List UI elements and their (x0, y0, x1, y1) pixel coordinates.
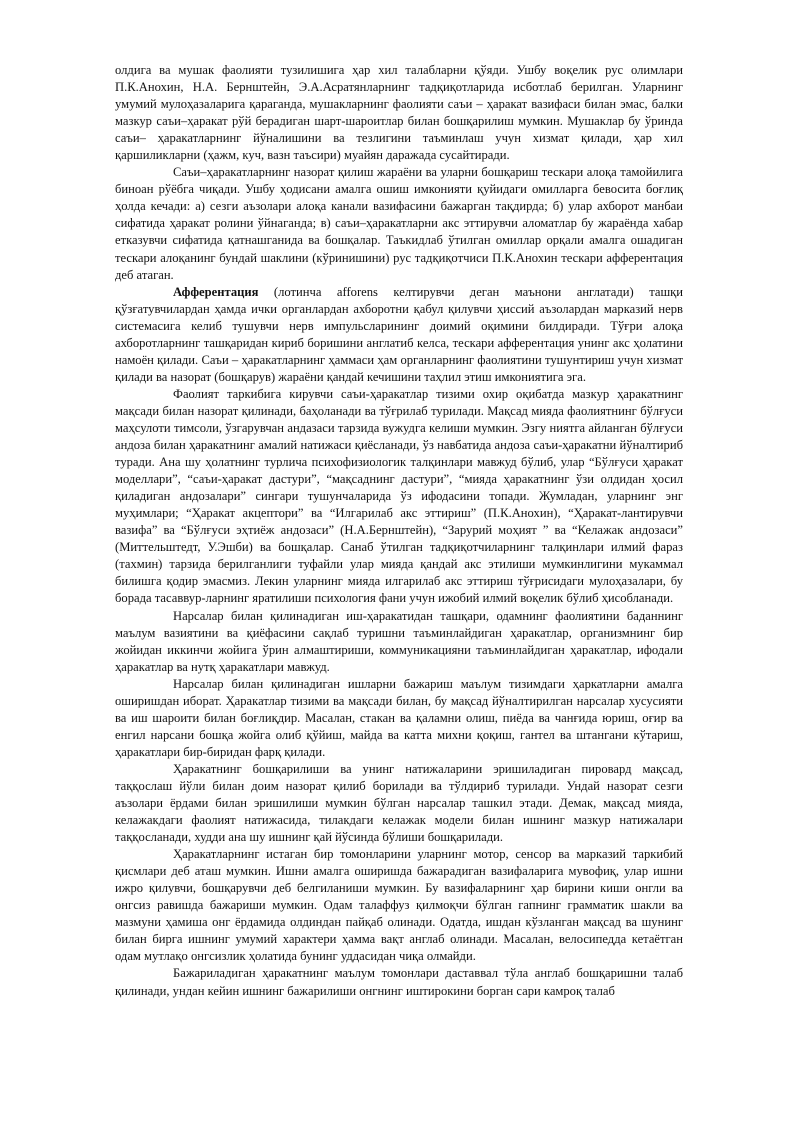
paragraph-8: Ҳаракатларнинг истаган бир томонларини уларнинг мотор, сенсор ва марказий таркибий қисмлари деб аташ мумкин. Ишни амалга оширишда бажарадиган вазифаларига мувофиқ, улар ишни ижро қилувчи, бошқарувчи деб белгиланиши мумкин. Бу вазифаларнинг ҳар бирини киши онгли ва онгсиз равишда бажариши мумкин. Одам талаффуз қилмоқчи бўлган гапнинг грамматик шакли ва мазмуни ҳамиша онг ёрдамида олдиндан пайқаб олинади. Одатда, ишдан кўзланган мақсад ва шунинг билан бирга ишнинг умумий характери ҳамма вақт англаб олинади. Масалан, велосипедда кетаётган одам мутлақо онгсизлик ҳолатида бунинг уддасидан чиқа олмайди. (115, 847, 683, 964)
term-afferentation: Афферентация (173, 284, 259, 299)
paragraph-2: Саъи–ҳаракатларнинг назорат қилиш жараёни ва уларни бошқариш тескари алоқа тамойилига биноан рўёбга чиқади. Ушбу ҳодисани амалга ошиш имконияти қуйидаги омилларга бевосита боғлиқ ҳолда кечади: а) сезги аъзолари алоқа канали вазифасини бажарган тақдирда; б) улар ахборот манбаи сифатида ҳаракат ролини ўйнаганда; в) саъи–ҳаракатларни акс эттирувчи аломатлар бу жараёнда хабар етказувчи сифатида қатнашганида ва бошқалар. Таъкидлаб ўтилган омиллар орқали амалга ошадиган тескари алоқанинг бундай шаклини (кўринишини) рус тадқиқотчиси П.К.Анохин тескари афферентация деб атаган. (115, 165, 683, 282)
paragraph-6: Нарсалар билан қилинадиган ишларни бажариш маълум тизимдаги ҳаркатларни амалга оширишдан иборат. Ҳаракатлар тизими ва мақсади билан, бу мақсад йўналтирилган нарсалар хусусияти ва иш шароити билан боғлиқдир. Масалан, стакан ва қаламни олиш, пиёда ва чанғида юриш, оғир ва енгил нарсани бошқа жойга олиб қўйиш, майда ва катта михни қоқиш, гантел ва штангани кўтариш, ҳаракатлари бир-биридан фарқ қилади. (115, 676, 683, 759)
paragraph-9: Бажариладиган ҳаракатнинг маълум томонлари даставвал тўла англаб бошқаришни талаб қилинади, ундан кейин ишнинг бажарилиши онгнинг иштирокини борган сари камроқ талаб (115, 966, 683, 998)
paragraph-4: Фаолият таркибига кирувчи саъи-ҳаракатлар тизими охир оқибатда мазкур ҳаракатнинг мақсади билан назорат қилинади, баҳоланади ва тўғрилаб турилади. Мақсад мияда фаолиятнинг бўлғуси маҳсулоти тимсоли, ўзгарувчан андазаси тарзида вужудга келиши мумкин. Эзгу ниятга айланган бўлғуси андоза билан ҳаракатнинг амалий натижаси қиёсланади, ўз навбатида андоза саъи-ҳаракатни йўналтириб туради. Ана шу ҳолатнинг турлича психофизиологик талқинлари мавжуд бўлиб, улар “Бўлғуси ҳаракат моделлари”, “саъи-ҳаракат дастури”, “мақсаднинг дастури”, “мияда ҳаракатнинг ўзи олдидан ҳосил қиладиган андозалари” сингари тушунчаларида ўз ифодасини топади. Жумладан, уларнинг энг муҳимлари; “Ҳаракат акцептори” ва “Илгарилаб акс эттириш” (П.К.Анохин), “Ҳаракат-лантирувчи вазифа” ва “Бўлғуси эҳтиёж андозаси” (Н.А.Бернштейн), “Зарурий моҳият ” ва “Келажак андозаси” (Миттельштедт, У.Эшби) ва бошқалар. Санаб ўтилган тадқиқотчиларнинг талқинлари илмий фараз (тахмин) тарзида берилганлиги туфайли улар мияда қандай акс этилиши мумкинлигини мукаммал билишга қодир эмасмиз. Лекин уларнинг мияда илгарилаб акс эттириш тўғрисидаги мулоҳазалари, бу борада тасаввур-ларнинг яратилиши психология фани учун ижобий илмий воқелик бўлиб ҳисобланади. (115, 386, 683, 606)
paragraph-3-afferentation (115, 284, 683, 386)
document-page (115, 62, 683, 1000)
paragraph-1: олдига ва мушак фаолияти тузилишига ҳар хил талабларни қўяди. Ушбу воқелик рус олимлари П.К.Анохин, Н.А. Бернштейн, Э.А.Асратянларнинг тадқиқотларида исботлаб берилган. Уларнинг умумий мулоҳазаларига қараганда, мушакларнинг фаолияти саъи – ҳаракат вазифаси билан эмас, балки мазкур саъи–ҳаракат рўй берадиган шарт-шароитлар билан бошқарилиш мумкин. Мушаклар бу ўринда саъи– ҳаракатларнинг йўналишини ва тезлигини таъминлаш учун хизмат қилади, ҳар хил қаршиликларни (ҳажм, куч, вазн таъсири) муайян даражада сусайтиради. (115, 63, 683, 163)
paragraph-7: Ҳаракатнинг бошқарилиши ва унинг натижаларини эришиладиган пировард мақсад, таққослаш йўли билан доим назорат қилиб борилади ва тўлдириб турилади. Ундай назорат сезги аъзолари ёрдами билан эришилиши мумкин бўлган нарсалар ташкил этади. Демак, мақсад мияда, келажакдаги фаолият натижасида, тилакдаги келажак модели билан ишнинг мазкур натижалари таққосланади, худди ана шу ишнинг қай йўсинда бўлиши бошқарилади. (115, 761, 683, 845)
paragraph-5: Нарсалар билан қилинадиган иш-ҳаракатидан ташқари, одамнинг фаолиятини баданнинг маълум вазиятини ва қиёфасини сақлаб туришни таъминлайдиган ҳаракатлар, организмнинг бир жойидан иккинчи жойига ўрин алмаштириши, коммуникацияни таъминлайдиган ҳаракатлар, ифодали ҳаракатлар ва нутқ ҳаракатлари мавжуд. (115, 608, 683, 674)
paragraph-3-body: (лотинча afforens келтирувчи деган маънони англатади) ташқи қўзғатувчилардан ҳамда ички органлардан ахборотни қабул қилувчи ҳиссий аъзолардан марказий нерв системасига келиб тушувчи нерв импульсларининг доимий оқимини билдиради. Тўғри алоқа ахборотларнинг ташқаридан кириб боришини англатиб келса, тескари афферентация унинг акс ҳолатини намоён қилади. Саъи – ҳаракатларнинг ҳаммаси ҳам органларнинг фаолиятини тушунтириш учун хизмат қилади ва назорат (бошқарув) жараёни қандай кечишини таҳлил этиш имкониятига эга. (115, 284, 683, 384)
